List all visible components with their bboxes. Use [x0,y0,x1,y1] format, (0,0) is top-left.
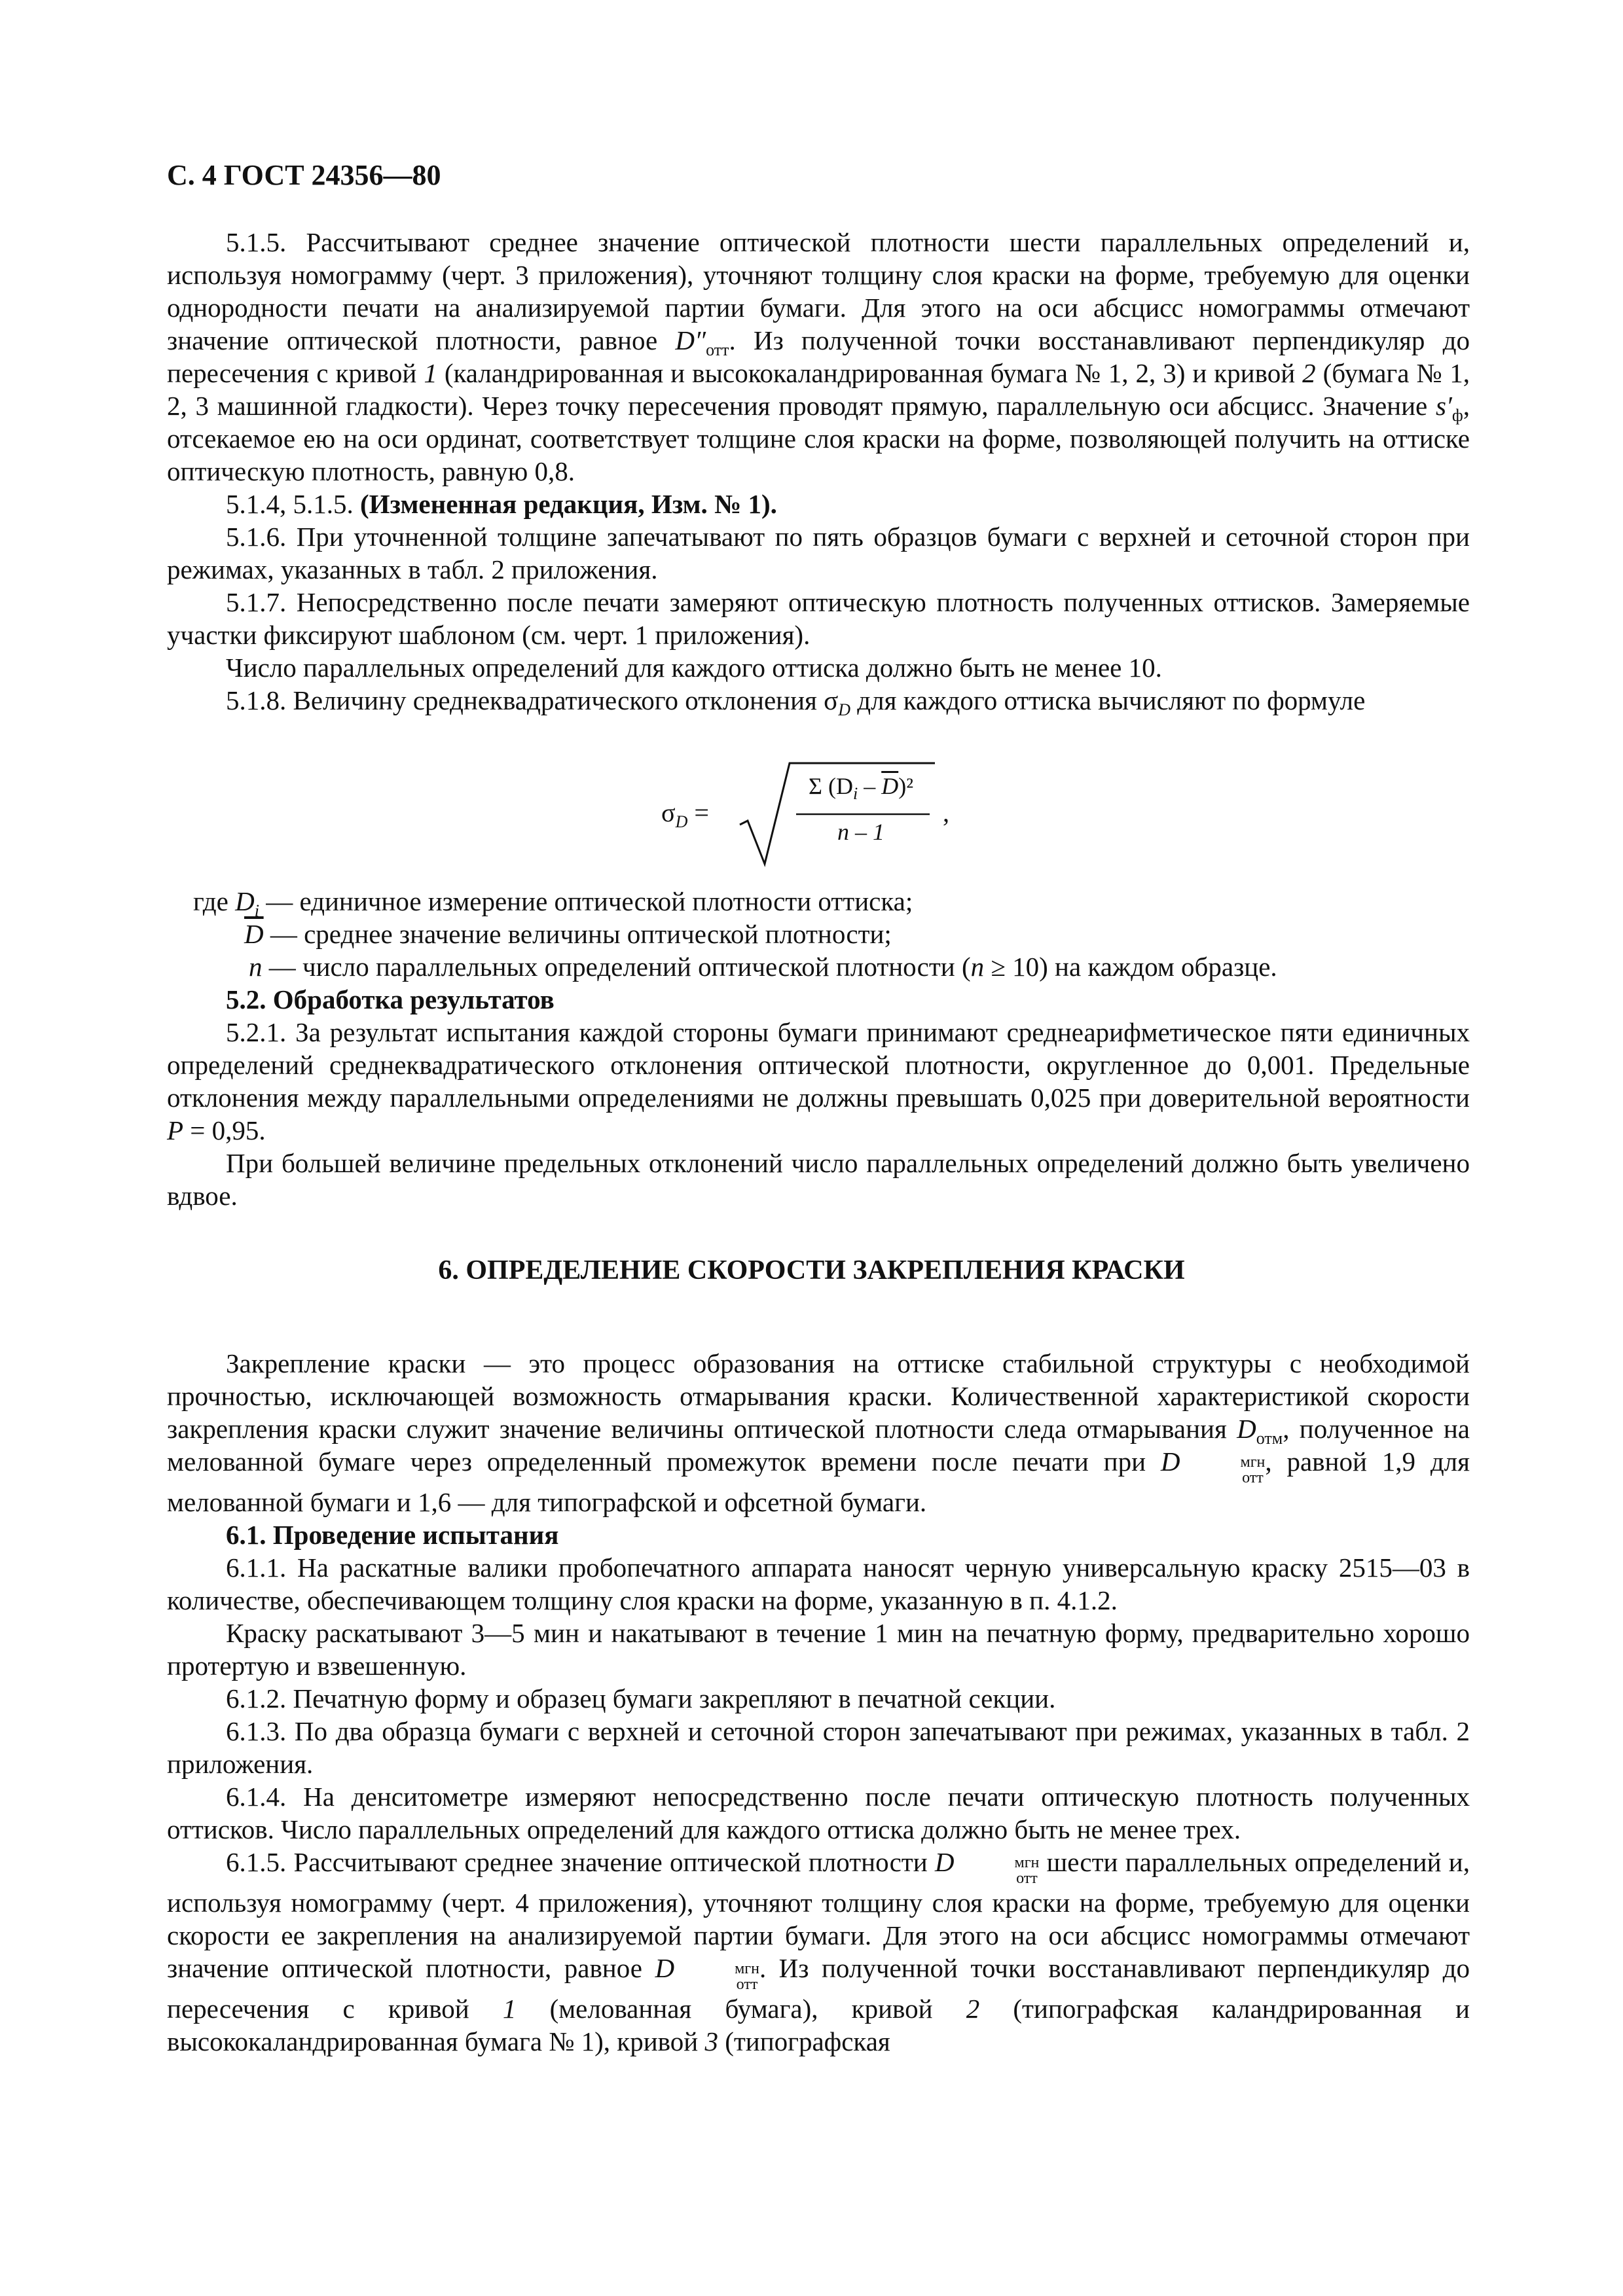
subscript: отт [1016,1870,1038,1887]
section-5-2-text [167,983,1470,1212]
legend-line-dmean [167,918,1470,950]
paragraph-6-1-4: 6.1.4. На денситометре измеряют непосредственно после печати оптическую плотность полученных оттисков. Число параллельных определений для каждого оттиска должно быть не менее трех. [167,1782,1470,1844]
text-run: (типографская [718,2026,890,2056]
subscript: отм [1256,1429,1283,1448]
curve-number: 1 [502,1994,517,2024]
subscript: отт [736,1976,758,1993]
curve-number: 2 [1302,358,1316,388]
mean-symbol: $\overline{D}$ [881,773,899,799]
symbol-d: D [1237,1414,1256,1444]
subscript: i [852,784,858,804]
text-run: шести параллельных определений и, используя номограмму (черт. 4 приложения), уточняют толщину слоя краски на форме, требуемую для оценки скорости ее закрепления на анализируемой партии бумаги. Для этого на оси абсцисс номограммы отмечают значение оптической плотности, равное [167,1847,1470,1983]
subscript: D [675,812,688,831]
text-run: (каландрированная и высококаландрированная бумага № 1, 2, 3) и кривой [437,358,1303,388]
paragraph-5-2-1 [167,1016,1470,1147]
text-run: – [858,773,882,799]
paragraph-5-2-1-continued: При большей величине предельных отклонений число параллельных определений должно быть увеличено вдвое. [167,1148,1470,1211]
text-run: где [193,886,236,916]
legend-line-n [167,950,1470,983]
text-run: 5.1.4, 5.1.5. [226,489,360,519]
symbol-n: n [970,952,985,982]
paragraph-6-1-1: 6.1.1. На раскатные валики пробопечатного аппарата наносят черную универсальную краску 2515—03 в количестве, обеспечивающем толщину слоя краски на форме, указанную в п. 4.1.2. [167,1552,1470,1615]
text-run: , отсекаемое ею на оси ординат, соответствует толщине слоя краски на форме, позволяющей получить на оттиске оптическую плотность, равную 0,8. [167,391,1470,486]
symbol-d: D [934,1847,955,1877]
text-run: 5.1.5. Рассчитывают среднее значение оптической плотности шести параллельных определений и, используя номограмму (черт. 3 приложения), уточняют толщину слоя краски на форме, требуемую для оценки однородности печати на анализируемой партии бумаги. Для этого на оси абсцисс номограммы отмечают значение оптической плотности, равное [167,227,1470,355]
mean-symbol: $\overline{D}$ [244,919,264,949]
index-stack [1182,1454,1266,1486]
paragraph-6-1-3: 6.1.3. По два образца бумаги с верхней и сеточной сторон запечатывают при режимах, указанных в табл. 2 приложения. [167,1716,1470,1779]
curve-number: 1 [424,358,437,388]
paragraph-amendment-note [167,488,1470,520]
legend-line-di [167,885,1470,921]
paragraph-6-1-1-continued: Краску раскатывают 3—5 мин и накатывают в течение 1 мин на печатную форму, предварительно хорошо протертую и взвешенную. [167,1618,1470,1681]
index-stack [676,1961,759,1992]
superscript: мгн [735,1960,759,1977]
curve-number: 3 [704,2026,718,2056]
text-run: 5.1.8. Величину среднеквадратического отклонения σ [226,685,839,715]
text-run: = 0,95. [183,1115,266,1145]
paragraph-5-1-7-continued: Число параллельных определений для каждого оттиска должно быть не менее 10. [226,653,1162,683]
text-run: для каждого оттиска вычисляют по формуле [850,685,1366,715]
formula-legend [167,885,1470,983]
text-run: . Из полученной точки восстанавливают перпендикуляр до пересечения с кривой [167,1953,1470,2024]
text-run: ≥ 10) на каждом образце. [984,952,1277,982]
text-run: . Из полученной точки восстанавливают перпендикуляр до пересечения с кривой [167,325,1470,388]
sigma-symbol: σ [661,798,676,827]
paragraph-6-1-5 [167,1846,1470,2058]
superscript: мгн [1240,1454,1266,1471]
symbol-n: n [249,952,263,982]
symbol-d: D [235,886,255,916]
paragraph-5-1-8 [167,684,1470,720]
equals-sign: = [687,798,709,827]
text-run: — среднее значение величины оптической плотности; [263,919,892,949]
symbol-s: s′ [1435,391,1452,421]
text-run: Σ (D [809,773,853,799]
section-5-1-text [167,226,1470,720]
formula-denominator: n – 1 [837,819,884,845]
paragraph-5-1-7: 5.1.7. Непосредственно после печати замеряют оптическую плотность полученных оттисков. Замеряемые участки фиксируют шаблоном (см. черт. 1 приложения). [167,587,1470,650]
heading-6-1: 6.1. Проведение испытания [226,1520,559,1550]
text-run: (типографская каландрированная и высококаландрированная бумага № 1), кривой [167,1994,1470,2056]
paragraph-section-6-intro [167,1347,1470,1518]
curve-number: 2 [966,1994,980,2024]
symbol-d: D″ [675,325,706,355]
formula-numerator [795,772,926,804]
symbol-d: D [655,1953,675,1983]
formula-lhs [661,797,709,831]
text-run: Закрепление краски — это процесс образования на оттиске стабильной структуры с необходимой прочностью, исключающей возможность отмарывания краски. Количественной характеристикой скорости закрепления краски служит значение величины оптической плотности следа отмарывания [167,1348,1470,1444]
symbol-d: D [1160,1446,1180,1477]
paragraph-5-1-5 [167,226,1470,488]
text-run: — число параллельных определений оптической плотности ( [262,952,971,982]
paragraph-5-1-6: 5.1.6. При уточненной толщине запечатывают по пять образцов бумаги с верхней и сеточной сторон при режимах, указанных в табл. 2 приложения. [167,522,1470,584]
text-run: )² [898,773,913,799]
symbol-p: P [167,1115,184,1145]
text-run: (бумага № 1, 2, 3 машинной гладкости). Через точку пересечения проводят прямую, параллельную оси абсцисс. Значение [167,358,1470,421]
text-run: 6.1.5. Рассчитывают среднее значение оптической плотности [226,1847,935,1877]
section-6-text [167,1347,1470,2058]
page-header: С. 4 ГОСТ 24356—80 [167,159,441,191]
text-run: — единичное измерение оптической плотности оттиска; [259,886,913,916]
subscript: отт [706,340,729,360]
amendment-label: (Измененная редакция, Изм. № 1). [360,489,777,519]
text-run: (мелованная бумага), кривой [516,1994,966,2024]
subscript: отт [1242,1469,1264,1486]
formula-comma: , [943,798,949,827]
paragraph-6-1-2: 6.1.2. Печатную форму и образец бумаги закрепляют в печатной секции. [226,1683,1056,1713]
superscript: мгн [1014,1854,1040,1871]
index-stack [956,1855,1040,1886]
std-deviation-formula [661,759,1054,870]
text-run: , равной 1,9 для мелованной бумаги и 1,6 — для типографской и офсетной бумаги. [167,1446,1470,1517]
subscript: D [838,700,851,720]
text-run: , полученное на мелованной бумаге через определенный промежуток времени после печати при [167,1414,1470,1477]
text-run: 5.2.1. За результат испытания каждой стороны бумаги принимают среднеарифметическое пяти единичных определений среднеквадратического отклонения оптической плотности, округленное до 0,001. Предельные отклонения между параллельными определениями не должны превышать 0,025 при доверительной вероятности [167,1017,1470,1113]
subscript: ф [1451,406,1463,425]
section-6-title: 6. ОПРЕДЕЛЕНИЕ СКОРОСТИ ЗАКРЕПЛЕНИЯ КРАСКИ [438,1255,1185,1285]
heading-5-2: 5.2. Обработка результатов [226,984,555,1014]
subscript: i [254,901,259,921]
